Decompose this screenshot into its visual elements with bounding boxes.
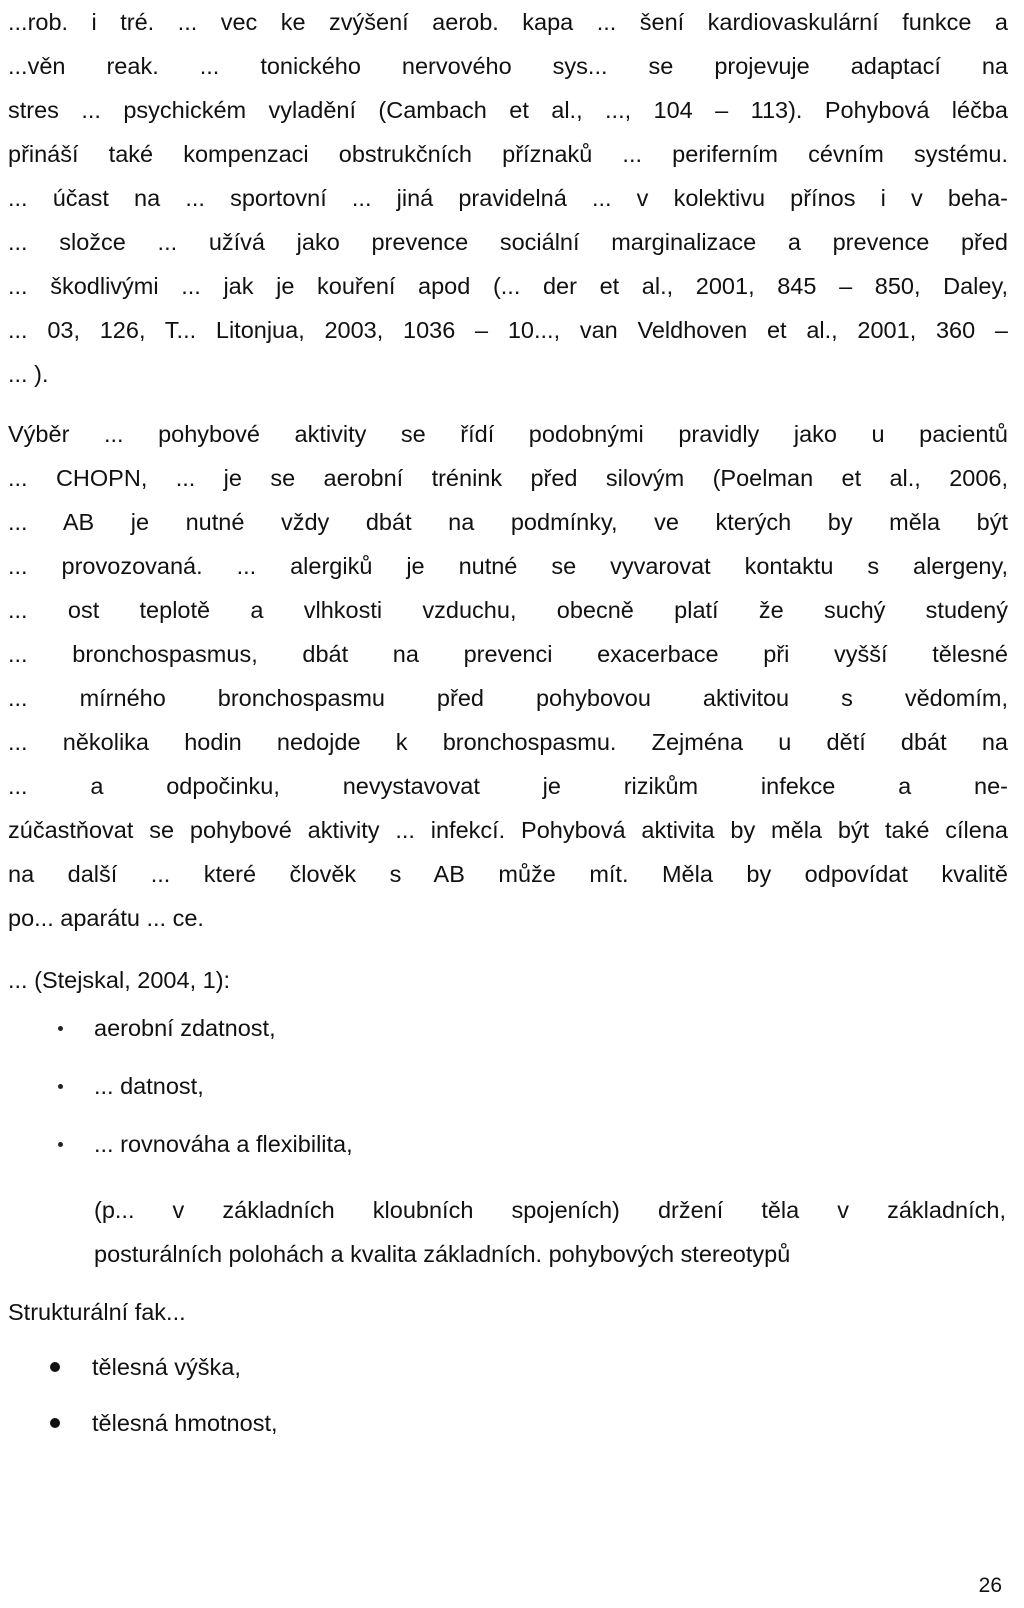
paragraph-1-line-5: ... účast na ... sportovní ... jiná pravidelná ... v kolektivu přínos i v beha- xyxy=(8,185,1008,211)
page-number: 26 xyxy=(978,1574,1002,1597)
paragraph-1-line-8: ... 03, 126, T... Litonjua, 2003, 1036 – 10..., van Veldhoven et al., 2001, 360 – xyxy=(8,317,1008,343)
paragraph-2-line-4: ... provozovaná. ... alergiků je nutné se vyvarovat kontaktu s alergeny, xyxy=(8,553,1008,579)
paragraph-2-line-11: na další ... které člověk s AB může mít. Měla by odpovídat kvalitě xyxy=(8,861,1008,887)
paragraph-2-line-2: ... CHOPN, ... je se aerobní trénink před silovým (Poelman et al., 2006, xyxy=(8,465,1008,491)
paragraph-2-line-1: Výběr ... pohybové aktivity se řídí podobnými pravidly jako u pacientů xyxy=(8,421,1008,447)
bullet-item: tělesná hmotnost, xyxy=(92,1410,278,1436)
bullet-item: tělesná výška, xyxy=(92,1354,241,1380)
paragraph-1-line-9: ... ). xyxy=(8,361,49,387)
list-marker xyxy=(58,1026,63,1031)
indented-line-1: (p... v základních kloubních spojeních) držení těla v základních, xyxy=(94,1197,1006,1223)
paragraph-1-line-3: stres ... psychickém vyladění (Cambach et al., ..., 104 – 113). Pohybová léčba xyxy=(8,97,1008,123)
paragraph-2-line-12: po... aparátu ... ce. xyxy=(8,905,204,931)
paragraph-2-line-9: ... a odpočinku, nevystavovat je rizikům infekce a ne- xyxy=(8,773,1008,799)
list-intro: ... (Stejskal, 2004, 1): xyxy=(8,967,231,993)
paragraph-2-line-8: ... několika hodin nedojde k bronchospasmu. Zejména u dětí dbát na xyxy=(8,729,1008,755)
paragraph-2-line-5: ... ost teplotě a vlhkosti vzduchu, obecně platí že suchý studený xyxy=(8,597,1008,623)
list-marker xyxy=(58,1142,63,1147)
structural-factors-heading: Strukturální fak... xyxy=(8,1299,186,1325)
indented-line-2: posturálních polohách a kvalita základních. pohybových stereotypů xyxy=(94,1241,791,1267)
bullet-dot xyxy=(50,1418,60,1428)
list-item: ... rovnováha a flexibilita, xyxy=(94,1131,353,1157)
paragraph-1-line-6: ... složce ... užívá jako prevence sociální marginalizace a prevence před xyxy=(8,229,1008,255)
list-item: ... datnost, xyxy=(94,1073,204,1099)
list-marker xyxy=(58,1084,63,1089)
bullet-dot xyxy=(50,1362,60,1372)
list-item: aerobní zdatnost, xyxy=(94,1015,276,1041)
paragraph-2-line-3: ... AB je nutné vždy dbát na podmínky, ve kterých by měla být xyxy=(8,509,1008,535)
paragraph-1-line-2: ...věn reak. ... tonického nervového sys... se projevuje adaptací na xyxy=(8,53,1008,79)
paragraph-1-line-1: ...rob. i tré. ... vec ke zvýšení aerob. kapa ... šení kardiovaskulární funkce a xyxy=(8,9,1008,35)
paragraph-2-line-10: zúčastňovat se pohybové aktivity ... infekcí. Pohybová aktivita by měla být také cílena xyxy=(8,817,1008,843)
paragraph-1-line-4: přináší také kompenzaci obstrukčních příznaků ... periferním cévním systému. xyxy=(8,141,1008,167)
paragraph-2-line-7: ... mírného bronchospasmu před pohybovou aktivitou s vědomím, xyxy=(8,685,1008,711)
paragraph-1-line-7: ... škodlivými ... jak je kouření apod (... der et al., 2001, 845 – 850, Daley, xyxy=(8,273,1008,299)
paragraph-2-line-6: ... bronchospasmus, dbát na prevenci exacerbace při vyšší tělesné xyxy=(8,641,1008,667)
